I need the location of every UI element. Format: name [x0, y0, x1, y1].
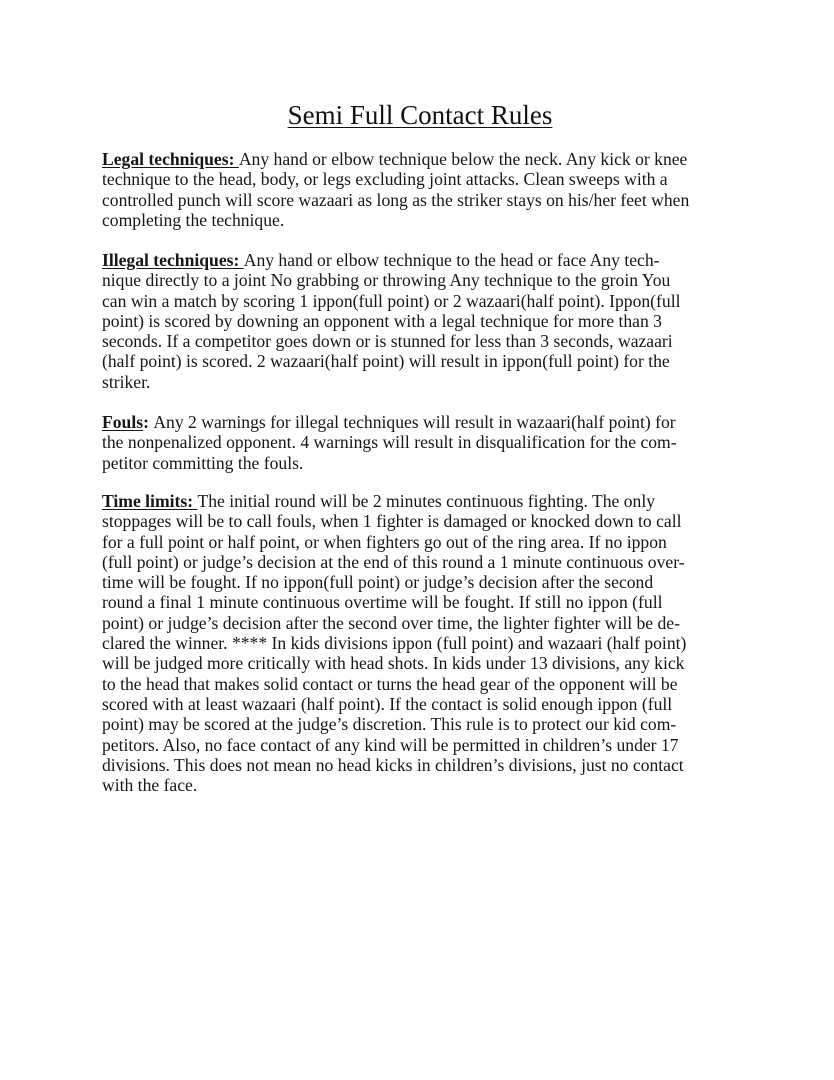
text-line: petitors. Also, no face contact of any kind will be permitted in children’s under 17	[102, 734, 679, 755]
text-line: Time limits: The initial round will be 2 minutes continuous fighting. The only	[102, 491, 656, 511]
text-line: round a final 1 minute continuous overtime will be fought. If still no ippon (full	[102, 592, 663, 613]
text-line: controlled punch will score wazaari as long as the striker stays on his/her feet when	[102, 189, 690, 210]
text-line: can win a match by scoring 1 ippon(full point) or 2 wazaari(half point). Ippon(full	[102, 290, 681, 311]
text-line: striker.	[102, 371, 151, 392]
text-line: completing the technique.	[102, 209, 285, 230]
page-title: Semi Full Contact Rules	[287, 100, 553, 130]
text-line: with the face.	[102, 775, 198, 796]
section-label: Legal techniques:	[102, 149, 239, 169]
section-label: Fouls	[102, 412, 144, 432]
text-line: seconds. If a competitor goes down or is stunned for less than 3 seconds, wazaari	[102, 331, 673, 352]
text-line: Fouls: Any 2 warnings for illegal techniques will result in wazaari(half point) for	[102, 412, 676, 432]
text-line: stoppages will be to call fouls, when 1 fighter is damaged or knocked down to call	[102, 511, 682, 532]
text-line: (full point) or judge’s decision at the end of this round a 1 minute continuous over-	[102, 551, 685, 572]
text-line: scored with at least wazaari (half point). If the contact is solid enough ippon (full	[102, 693, 673, 714]
text-line: for a full point or half point, or when fighters go out of the ring area. If no ippon	[102, 531, 667, 552]
text-line: the nonpenalized opponent. 4 warnings will result in disqualification for the com-	[102, 432, 677, 453]
text-line: technique to the head, body, or legs excluding joint attacks. Clean sweeps with a	[102, 169, 668, 190]
text-line: point) is scored by downing an opponent with a legal technique for more than 3	[102, 310, 662, 331]
section-label-colon: :	[143, 412, 154, 432]
text-line: petitor committing the fouls.	[102, 452, 304, 473]
text-line: (half point) is scored. 2 wazaari(half point) will result in ippon(full point) for the	[102, 351, 670, 372]
text-line: to the head that makes solid contact or turns the head gear of the opponent will be	[102, 673, 678, 694]
text-line: will be judged more critically with head shots. In kids under 13 divisions, any kick	[102, 653, 685, 674]
section-illegal-techniques	[102, 250, 747, 392]
text-line: nique directly to a joint No grabbing or throwing Any technique to the groin You	[102, 270, 671, 291]
section-label: Illegal techniques:	[102, 250, 244, 270]
text-line: point) may be scored at the judge’s discretion. This rule is to protect our kid com-	[102, 714, 677, 735]
text-line: point) or judge’s decision after the second over time, the lighter fighter will be de-	[102, 612, 680, 633]
section-label: Time limits:	[102, 491, 198, 511]
text-line: Illegal techniques: Any hand or elbow technique to the head or face Any tech-	[102, 250, 660, 270]
section-time-limits	[102, 491, 747, 795]
text-line: Legal techniques: Any hand or elbow technique below the neck. Any kick or knee	[102, 149, 688, 169]
text-line: clared the winner. **** In kids divisions ippon (full point) and wazaari (half point)	[102, 633, 687, 654]
section-fouls	[102, 412, 747, 473]
section-legal-techniques	[102, 149, 747, 230]
text-line: divisions. This does not mean no head kicks in children’s divisions, just no contact	[102, 754, 684, 775]
text-line: time will be fought. If no ippon(full point) or judge’s decision after the second	[102, 572, 654, 593]
